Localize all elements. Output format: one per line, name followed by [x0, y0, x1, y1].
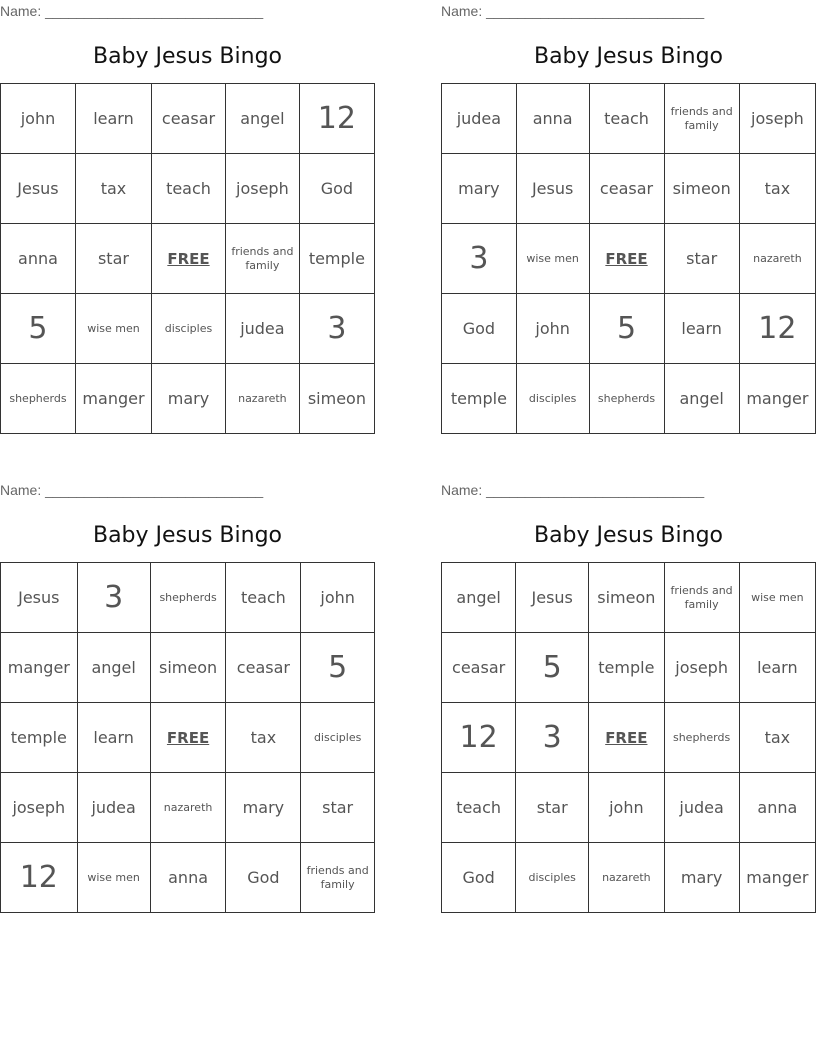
- grid-cell: teach: [589, 84, 664, 154]
- grid-cell: 5: [1, 294, 76, 364]
- grid-cell: joseph: [225, 154, 299, 224]
- grid-cell: simeon: [299, 364, 374, 434]
- grid-cell: anna: [1, 224, 76, 294]
- grid-row: [442, 773, 816, 843]
- grid-cell: 5: [589, 294, 664, 364]
- grid-cell: ceasar: [226, 633, 301, 703]
- grid-cell: manger: [75, 364, 151, 434]
- grid-cell: nazareth: [589, 843, 664, 913]
- grid-cell: judea: [77, 773, 150, 843]
- grid-cell: joseph: [739, 84, 815, 154]
- grid-cell: ceasar: [442, 633, 516, 703]
- grid-cell: Jesus: [1, 563, 78, 633]
- grid-cell: teach: [226, 563, 301, 633]
- grid-cell: simeon: [150, 633, 226, 703]
- free-space: FREE: [152, 224, 226, 294]
- grid-row: [1, 843, 375, 913]
- name-field: Name: ____________________________: [0, 482, 264, 498]
- grid-cell: friends and family: [664, 563, 739, 633]
- grid-cell: friends and family: [225, 224, 299, 294]
- name-field: Name: ____________________________: [441, 3, 705, 19]
- grid-cell: mary: [226, 773, 301, 843]
- grid-cell: angel: [77, 633, 150, 703]
- grid-cell: shepherds: [150, 563, 226, 633]
- grid-cell: 12: [1, 843, 78, 913]
- grid-cell: 12: [299, 84, 374, 154]
- grid-cell: star: [516, 773, 589, 843]
- grid-cell: angel: [442, 563, 516, 633]
- grid-cell: tax: [75, 154, 151, 224]
- grid-cell: shepherds: [664, 703, 739, 773]
- grid-cell: simeon: [589, 563, 664, 633]
- grid-cell: anna: [150, 843, 226, 913]
- grid-cell: nazareth: [225, 364, 299, 434]
- card-title: Baby Jesus Bingo: [533, 523, 723, 548]
- grid-cell: Jesus: [516, 563, 589, 633]
- grid-cell: God: [299, 154, 374, 224]
- grid-row: [442, 703, 816, 773]
- grid-cell: temple: [1, 703, 78, 773]
- grid-cell: tax: [739, 154, 815, 224]
- grid-cell: john: [1, 84, 76, 154]
- grid-cell: angel: [664, 364, 739, 434]
- grid-cell: disciples: [301, 703, 375, 773]
- grid-cell: disciples: [516, 843, 589, 913]
- bingo-grid: [441, 562, 816, 913]
- grid-cell: 12: [739, 294, 815, 364]
- bingo-grid: [0, 83, 375, 434]
- grid-cell: friends and family: [664, 84, 739, 154]
- grid-cell: joseph: [664, 633, 739, 703]
- free-space: FREE: [150, 703, 226, 773]
- name-field: Name: ____________________________: [441, 482, 705, 498]
- grid-row: [442, 563, 816, 633]
- grid-cell: God: [442, 843, 516, 913]
- grid-row: [1, 154, 375, 224]
- grid-row: [1, 773, 375, 843]
- grid-cell: star: [75, 224, 151, 294]
- name-field: Name: ____________________________: [0, 3, 264, 19]
- grid-cell: learn: [77, 703, 150, 773]
- free-space: FREE: [589, 224, 664, 294]
- grid-cell: judea: [664, 773, 739, 843]
- grid-cell: teach: [442, 773, 516, 843]
- grid-cell: anna: [739, 773, 815, 843]
- grid-cell: ceasar: [152, 84, 226, 154]
- grid-cell: God: [226, 843, 301, 913]
- grid-row: [1, 703, 375, 773]
- grid-cell: Jesus: [516, 154, 589, 224]
- grid-row: [442, 224, 816, 294]
- grid-cell: star: [664, 224, 739, 294]
- grid-row: [442, 154, 816, 224]
- grid-row: [1, 224, 375, 294]
- grid-row: [1, 364, 375, 434]
- grid-cell: nazareth: [739, 224, 815, 294]
- grid-cell: manger: [1, 633, 78, 703]
- grid-cell: 5: [516, 633, 589, 703]
- grid-cell: wise men: [516, 224, 589, 294]
- grid-cell: wise men: [739, 563, 815, 633]
- grid-cell: john: [301, 563, 375, 633]
- grid-cell: mary: [442, 154, 517, 224]
- grid-row: [442, 84, 816, 154]
- grid-row: [1, 84, 375, 154]
- grid-cell: disciples: [516, 364, 589, 434]
- grid-cell: learn: [664, 294, 739, 364]
- grid-cell: 3: [299, 294, 374, 364]
- grid-cell: wise men: [75, 294, 151, 364]
- grid-cell: temple: [442, 364, 517, 434]
- grid-cell: tax: [226, 703, 301, 773]
- grid-cell: manger: [739, 364, 815, 434]
- grid-row: [1, 633, 375, 703]
- free-space: FREE: [589, 703, 664, 773]
- grid-cell: learn: [739, 633, 815, 703]
- grid-cell: disciples: [152, 294, 226, 364]
- card-title: Baby Jesus Bingo: [533, 44, 723, 69]
- grid-cell: temple: [299, 224, 374, 294]
- grid-cell: learn: [75, 84, 151, 154]
- grid-cell: judea: [225, 294, 299, 364]
- grid-cell: ceasar: [589, 154, 664, 224]
- grid-row: [442, 633, 816, 703]
- grid-cell: 3: [442, 224, 517, 294]
- bingo-grid: [0, 562, 375, 913]
- grid-row: [442, 294, 816, 364]
- grid-cell: nazareth: [150, 773, 226, 843]
- grid-cell: angel: [225, 84, 299, 154]
- grid-row: [442, 843, 816, 913]
- grid-cell: mary: [152, 364, 226, 434]
- grid-cell: teach: [152, 154, 226, 224]
- grid-row: [442, 364, 816, 434]
- grid-cell: Jesus: [1, 154, 76, 224]
- grid-cell: john: [589, 773, 664, 843]
- grid-cell: wise men: [77, 843, 150, 913]
- grid-cell: 5: [301, 633, 375, 703]
- grid-cell: judea: [442, 84, 517, 154]
- grid-cell: anna: [516, 84, 589, 154]
- grid-cell: 12: [442, 703, 516, 773]
- grid-cell: God: [442, 294, 517, 364]
- grid-cell: 3: [516, 703, 589, 773]
- grid-row: [1, 563, 375, 633]
- grid-cell: mary: [664, 843, 739, 913]
- bingo-grid: [441, 83, 816, 434]
- grid-cell: friends and family: [301, 843, 375, 913]
- grid-cell: temple: [589, 633, 664, 703]
- card-title: Baby Jesus Bingo: [92, 523, 282, 548]
- card-title: Baby Jesus Bingo: [92, 44, 282, 69]
- grid-cell: star: [301, 773, 375, 843]
- grid-cell: shepherds: [1, 364, 76, 434]
- grid-cell: shepherds: [589, 364, 664, 434]
- grid-cell: simeon: [664, 154, 739, 224]
- grid-cell: 3: [77, 563, 150, 633]
- grid-row: [1, 294, 375, 364]
- grid-cell: john: [516, 294, 589, 364]
- grid-cell: tax: [739, 703, 815, 773]
- grid-cell: joseph: [1, 773, 78, 843]
- grid-cell: manger: [739, 843, 815, 913]
